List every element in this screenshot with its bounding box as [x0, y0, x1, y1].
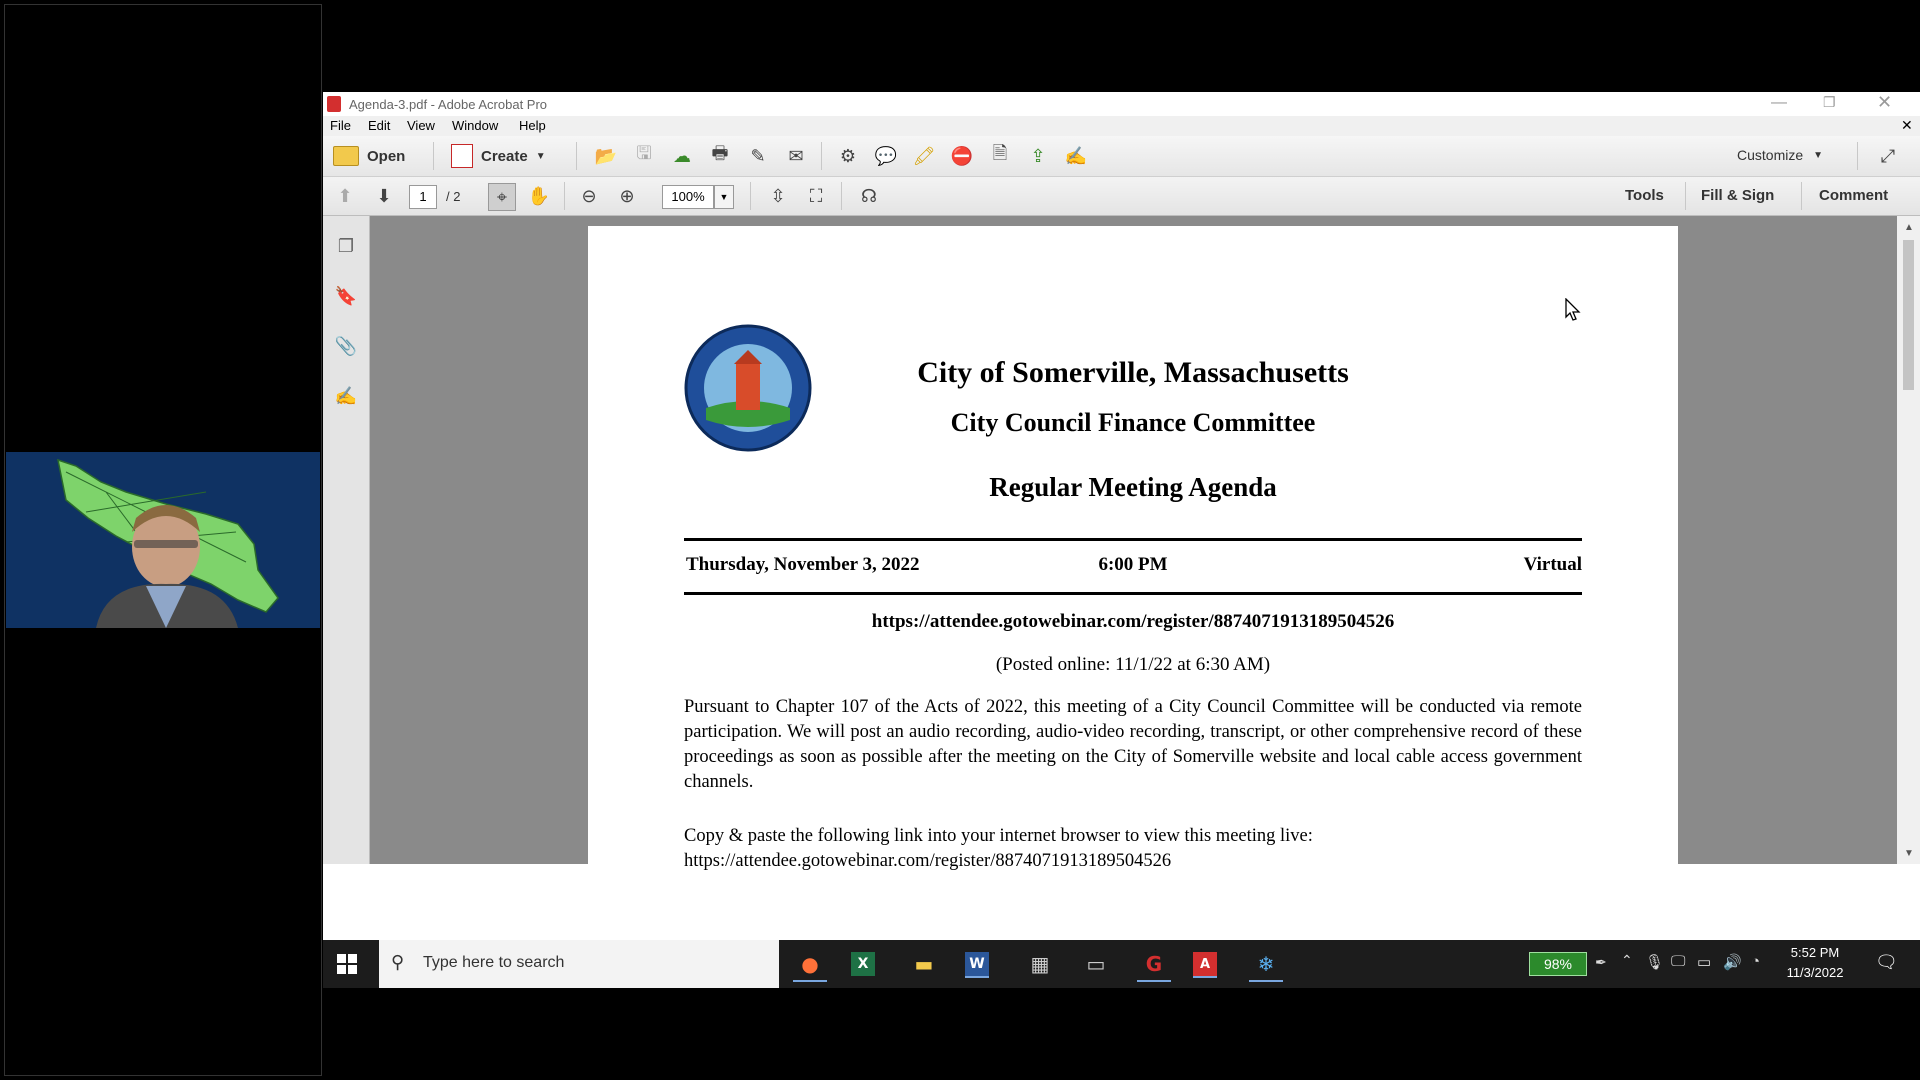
page-total: / 2	[446, 189, 461, 204]
close-document-icon[interactable]: ✕	[1901, 117, 1913, 133]
pdf-page	[588, 226, 1678, 871]
gotowebinar-icon[interactable]: G	[1137, 948, 1171, 982]
hand-tool-icon[interactable]: ✋	[527, 185, 551, 206]
pen-icon[interactable]: ✒	[1595, 954, 1607, 970]
email-icon[interactable]: ✉	[788, 145, 804, 166]
live-link-instructions: Copy & paste the following link into your internet browser to view this meeting live:	[684, 826, 1313, 846]
file-explorer-icon[interactable]: ▬	[914, 952, 934, 976]
toolbar-divider	[841, 182, 842, 210]
select-tool-icon[interactable]: ⌖	[488, 183, 516, 211]
toolbar-divider	[821, 142, 822, 170]
snowflake-app-icon[interactable]: ❄	[1249, 948, 1283, 982]
battery-percentage[interactable]: 98%	[1529, 952, 1587, 976]
wifi-icon[interactable]: ◔	[1751, 953, 1761, 970]
agenda-title: Regular Meeting Agenda	[989, 472, 1277, 502]
menu-help[interactable]: Help	[519, 118, 546, 133]
print-icon[interactable]: 🖶	[711, 143, 729, 163]
calculator-icon[interactable]: ▦	[1030, 952, 1050, 976]
highlight-icon[interactable]: 🖍	[912, 145, 936, 166]
header-rule	[684, 592, 1582, 595]
menu-window[interactable]: Window	[452, 118, 499, 133]
meeting-date: Thursday, November 3, 2022	[686, 554, 920, 575]
upload-cloud-icon[interactable]: ☁	[673, 145, 691, 166]
meeting-location: Virtual	[1523, 554, 1582, 575]
comment-tab[interactable]: Comment	[1819, 187, 1889, 204]
meeting-time: 6:00 PM	[1098, 554, 1168, 575]
create-pdf-icon	[451, 144, 473, 168]
tools-tab[interactable]: Tools	[1625, 187, 1664, 204]
share-folder-icon[interactable]: 📂	[594, 145, 618, 166]
navigation-toolbar	[323, 177, 1920, 216]
notification-center-icon[interactable]: 🗨	[1875, 952, 1898, 972]
menu-bar	[323, 116, 1920, 136]
live-link-url[interactable]: https://attendee.gotowebinar.com/register/8874071913189504526	[684, 851, 1172, 871]
previous-page-icon[interactable]: ⬆	[337, 185, 353, 206]
taskbar-clock-date[interactable]: 11/3/2022	[1786, 965, 1844, 980]
participant-video[interactable]	[6, 452, 320, 628]
word-icon[interactable]: W	[965, 952, 989, 978]
fit-width-icon[interactable]: ⇳	[770, 185, 786, 206]
menu-edit[interactable]: Edit	[368, 118, 391, 133]
document-title: City of Somerville, Massachusetts	[917, 356, 1349, 389]
remote-participation-paragraph: Pursuant to Chapter 107 of the Acts of 2022, this meeting of a City Council Committee will be conducted via remote participation. We will post an audio recording, audio-video recording, transcript, or other comprehensive record of these proceedings as soon as possible after the meeting on the City of Somerville website and local cable access government channels.	[684, 697, 1582, 792]
header-rule	[684, 538, 1582, 541]
open-button[interactable]	[333, 143, 405, 169]
zoom-in-icon[interactable]: ⊕	[619, 185, 635, 206]
comment-bubble-icon[interactable]: 💬	[874, 145, 898, 166]
main-toolbar	[323, 136, 1920, 177]
acrobat-taskbar-icon[interactable]: A	[1193, 952, 1217, 978]
toolbar-divider	[1857, 142, 1858, 170]
open-label: Open	[367, 147, 406, 165]
posted-note: (Posted online: 11/1/22 at 6:30 AM)	[995, 654, 1271, 675]
battery-icon[interactable]: ▭	[1697, 954, 1712, 971]
scrollbar-thumb[interactable]	[1903, 240, 1914, 390]
customize-dropdown[interactable]	[1737, 147, 1823, 163]
close-window-icon[interactable]: ✕	[1877, 92, 1893, 112]
toolbar-divider	[433, 142, 434, 170]
menu-file[interactable]: File	[330, 118, 351, 133]
document-subtitle: City Council Finance Committee	[950, 408, 1316, 437]
export-icon[interactable]: ⇪	[1030, 145, 1046, 166]
signatures-icon[interactable]: ✍	[334, 385, 358, 406]
microphone-icon[interactable]: 🎙	[1645, 954, 1665, 971]
scroll-down-icon[interactable]: ▼	[1904, 848, 1914, 859]
vertical-scrollbar[interactable]	[1897, 216, 1920, 864]
chevron-down-icon: ▼	[1813, 149, 1824, 161]
pdf-app-icon	[327, 96, 341, 112]
toolbar-divider	[1685, 182, 1686, 210]
acrobat-window	[323, 92, 1920, 988]
webinar-link[interactable]: https://attendee.gotowebinar.com/register/8874071913189504526	[871, 611, 1395, 632]
restore-icon[interactable]: ❐	[1823, 94, 1836, 110]
excel-icon[interactable]: X	[851, 952, 875, 976]
scroll-up-icon[interactable]: ▲	[1904, 222, 1914, 233]
page-number-input[interactable]: 1	[409, 185, 437, 209]
next-page-icon[interactable]: ⬇	[376, 185, 392, 206]
customize-label: Customize	[1737, 147, 1804, 163]
mouse-cursor-icon	[1565, 298, 1583, 322]
bookmarks-icon[interactable]: 🔖	[334, 285, 358, 306]
volume-icon[interactable]: 🔊	[1723, 954, 1742, 971]
attachments-icon[interactable]: 📎	[334, 335, 358, 356]
fullscreen-icon[interactable]: ⤢	[1880, 145, 1896, 166]
save-icon[interactable]: 🖫	[636, 143, 652, 163]
zoom-out-icon[interactable]: ⊖	[581, 185, 597, 206]
settings-gear-icon[interactable]: ⚙	[839, 145, 857, 166]
windows-taskbar	[323, 940, 1920, 988]
toolbar-divider	[564, 182, 565, 210]
firefox-icon[interactable]: ●	[793, 948, 827, 982]
zoom-level-input[interactable]: 100%	[662, 185, 714, 209]
window-title: Agenda-3.pdf - Adobe Acrobat Pro	[349, 97, 548, 112]
somerville-map-background	[6, 452, 320, 628]
page-thumbnails-icon[interactable]: ❐	[337, 235, 355, 256]
toolbar-divider	[1801, 182, 1802, 210]
chevron-down-icon: ▼	[535, 150, 546, 162]
toolbar-divider	[576, 142, 577, 170]
redact-icon[interactable]: ⛔	[950, 145, 974, 166]
create-label: Create	[481, 147, 528, 165]
search-placeholder: Type here to search	[423, 954, 565, 971]
read-mode-icon[interactable]: ☊	[861, 185, 877, 206]
toolbar-divider	[750, 182, 751, 210]
fill-sign-tab[interactable]: Fill & Sign	[1701, 187, 1775, 204]
chevron-up-icon[interactable]: ⌃	[1621, 952, 1633, 968]
menu-view[interactable]: View	[407, 118, 435, 133]
taskbar-search-box[interactable]	[379, 940, 779, 988]
fit-page-icon[interactable]: ⛶	[809, 185, 823, 206]
windows-start-icon[interactable]	[337, 954, 357, 974]
folder-icon	[333, 146, 359, 166]
search-icon: ⚲	[391, 952, 405, 972]
display-icon[interactable]: 🖵	[1671, 953, 1686, 970]
remote-desktop-icon[interactable]: ▭	[1086, 952, 1106, 976]
edit-document-icon[interactable]: ✎	[750, 145, 766, 166]
title-bar	[323, 92, 1920, 116]
sign-icon[interactable]: ✍	[1064, 145, 1088, 166]
navigation-pane	[323, 216, 370, 864]
minimize-icon[interactable]: —	[1771, 94, 1787, 111]
zoom-dropdown-icon[interactable]: ▼	[714, 185, 734, 209]
protect-document-icon[interactable]: 🗎	[992, 143, 1008, 163]
create-button[interactable]	[451, 143, 546, 169]
taskbar-clock-time[interactable]: 5:52 PM	[1790, 945, 1840, 960]
document-workspace	[323, 216, 1920, 871]
